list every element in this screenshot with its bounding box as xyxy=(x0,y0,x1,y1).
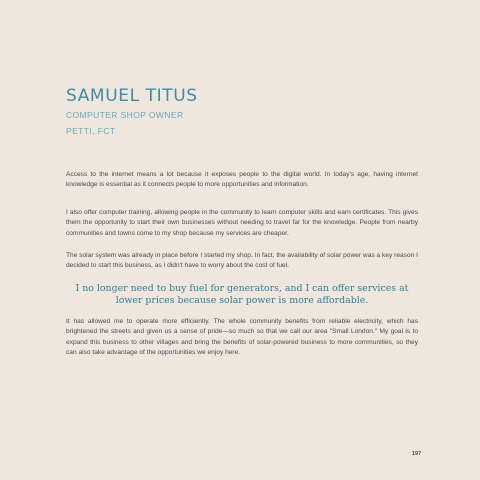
person-location: PETTI, FCT xyxy=(66,126,116,136)
paragraph-internet-access: Access to the internet means a lot because it exposes people to the digital world. In today's age, having internet knowledge is essential as it connects people to more opportunities and information. xyxy=(66,171,418,189)
paragraph-solar-system: The solar system was already in place before I started my shop. In fact, the availability of solar power was a key reason I decided to start this business, as I didn't have to worry about the cost of fuel. xyxy=(66,252,418,270)
pull-quote: I no longer need to buy fuel for generators, and I can offer services at lower prices because solar power is more affordable. xyxy=(75,283,409,306)
paragraph-computer-training: I also offer computer training, allowing people in the community to learn computer skills and earn certificates. This gives them the opportunity to start their own businesses without needing to travel far for the knowledge. People from nearby communities and towns come to my shop because my services are cheaper. xyxy=(66,209,418,237)
paragraph-efficiency: It has allowed me to operate more efficiently. The whole community benefits from reliable electricity, which has brightened the streets and given us a sense of pride—so much so that we call our area "Small London." My goal is to expand this business to other villages and bring the benefits of solar-powered business to more communities, so they can also take advantage of the opportunities we enjoy here. xyxy=(66,318,418,356)
person-role: COMPUTER SHOP OWNER xyxy=(66,110,184,120)
page-number: 197 xyxy=(412,451,422,457)
person-name: SAMUEL TITUS xyxy=(66,86,198,106)
